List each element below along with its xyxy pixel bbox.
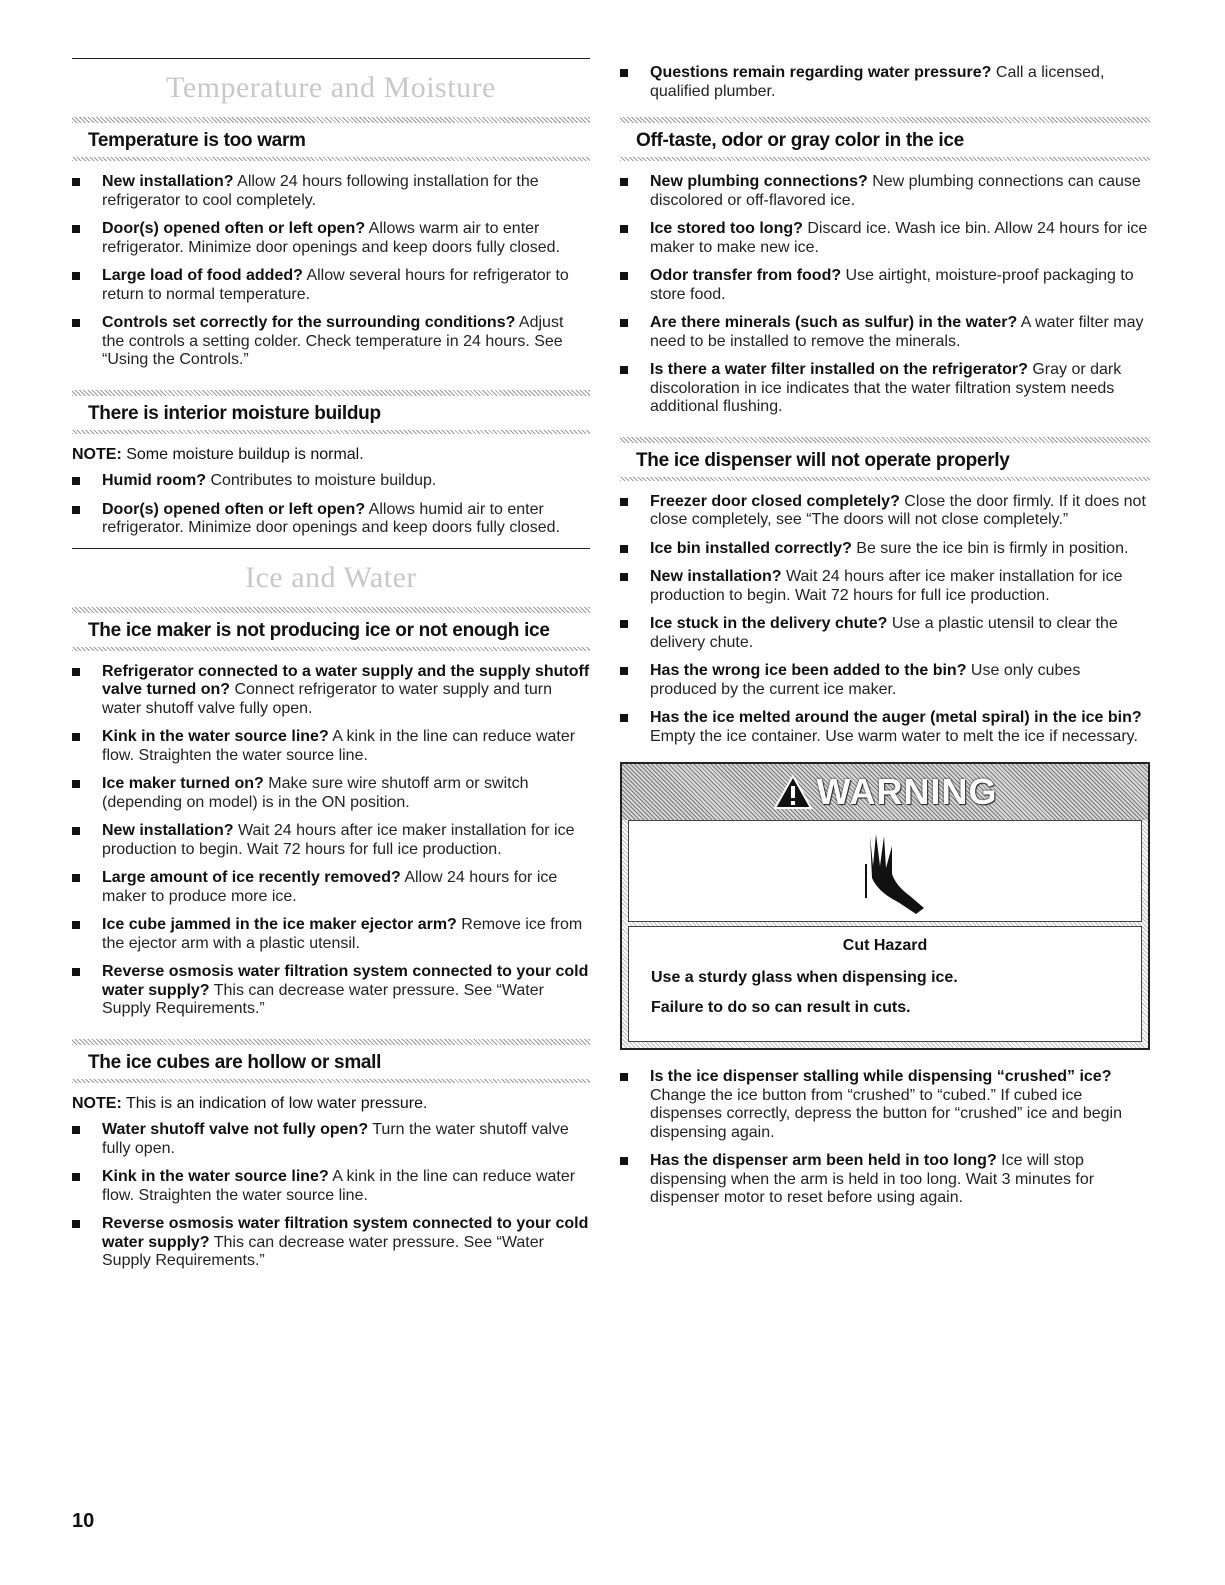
item-answer: Wait 24 hours after ice maker installation for ice production to begin. Wait 72 hours for full ice production. (102, 822, 575, 858)
item-question: Ice cube jammed in the ice maker ejector arm? (102, 916, 457, 933)
list-item (620, 709, 1150, 746)
item-answer: Empty the ice container. Use warm water to melt the ice if necessary. (650, 727, 1138, 745)
subsection-moisture (72, 390, 590, 434)
warning-line: Use a sturdy glass when dispensing ice. (651, 969, 958, 986)
hatch-bar (72, 430, 590, 434)
page-number: 10 (72, 1510, 95, 1532)
hatch-bar (72, 1079, 590, 1083)
list-item (72, 173, 590, 210)
item-question: Kink in the water source line? (102, 728, 329, 745)
list-item (620, 173, 1150, 210)
list-item (72, 501, 590, 538)
item-answer: Adjust the controls a setting colder. Check temperature in 24 hours. See “Using the Controls.” (102, 314, 564, 368)
note-text: Some moisture buildup is normal. (121, 445, 364, 463)
subsection-heading: The ice cubes are hollow or small (88, 1051, 382, 1073)
item-answer: A kink in the line can reduce water flow. Straighten the water source line. (102, 1168, 576, 1204)
subsection-heading: Temperature is too warm (88, 130, 306, 151)
item-question: Ice stuck in the delivery chute? (650, 615, 888, 632)
item-question: Is the ice dispenser stalling while dispensing “crushed” ice? (650, 1068, 1112, 1085)
item-question: Reverse osmosis water filtration system connected to your cold water supply? (102, 963, 589, 999)
item-question: Controls set correctly for the surrounding conditions? (102, 314, 516, 331)
list-item (72, 314, 590, 370)
item-answer: Connect refrigerator to water supply and turn water shutoff valve fully open. (102, 681, 552, 717)
list-item (620, 267, 1150, 304)
warning-icon-area (628, 820, 1142, 922)
list-item (72, 775, 590, 812)
item-answer: Allow 24 hours following installation for the refrigerator to cool completely. (102, 173, 539, 209)
item-list (72, 173, 590, 370)
item-question: Has the dispenser arm been held in too long? (650, 1152, 997, 1169)
warning-title: WARNING (816, 771, 998, 812)
item-answer: Remove ice from the ejector arm with a plastic utensil. (102, 916, 583, 952)
item-list (72, 1121, 590, 1271)
note (72, 446, 590, 465)
item-answer: New plumbing connections can cause discolored or off-flavored ice. (650, 173, 1141, 209)
item-question: Refrigerator connected to a water supply and the supply shutoff valve turned on? (102, 662, 590, 698)
item-list (72, 472, 590, 538)
item-list (620, 493, 1150, 747)
hatch-bar (620, 477, 1150, 481)
item-answer: Discard ice. Wash ice bin. Allow 24 hours for ice maker to make new ice. (650, 220, 1148, 256)
item-question: Door(s) opened often or left open? (102, 220, 366, 237)
list-item (620, 1068, 1150, 1142)
item-answer: Allow several hours for refrigerator to return to normal temperature. (102, 267, 569, 303)
item-answer: This can decrease water pressure. See “Water Supply Requirements.” (102, 1233, 544, 1269)
list-item (72, 267, 590, 304)
item-answer: This can decrease water pressure. See “Water Supply Requirements.” (102, 981, 544, 1017)
list-item (620, 615, 1150, 652)
item-answer: Make sure wire shutoff arm or switch (depending on model) is in the ON position. (102, 775, 529, 811)
cut-hazard-hand-icon (840, 826, 930, 916)
subsection-heading: The ice maker is not producing ice or not enough ice (88, 619, 550, 641)
warning-box (620, 762, 1150, 1050)
item-answer: Call a licensed, qualified plumber. (650, 64, 1105, 100)
item-list (620, 173, 1150, 417)
list-item (72, 1168, 590, 1205)
list-item (620, 64, 1150, 101)
list-item (72, 869, 590, 906)
item-answer: Wait 24 hours after ice maker installation for ice production to begin. Wait 72 hours for full ice production. (650, 568, 1123, 604)
note-label: NOTE: (72, 445, 122, 463)
alert-triangle-icon (773, 774, 813, 810)
item-question: Has the ice melted around the auger (metal spiral) in the ice bin? (650, 709, 1142, 726)
subsection-dispenser (620, 437, 1150, 481)
list-item (72, 1215, 590, 1271)
list-item (620, 568, 1150, 605)
item-list (620, 64, 1150, 101)
item-question: Large load of food added? (102, 267, 303, 284)
right-column (620, 64, 1150, 1218)
item-question: Door(s) opened often or left open? (102, 500, 366, 518)
item-question: Reverse osmosis water filtration system connected to your cold water supply? (102, 1215, 589, 1251)
item-answer: Turn the water shutoff valve fully open. (102, 1121, 569, 1157)
item-answer: Ice will stop dispensing when the arm is held in too long. Wait 3 minutes for dispenser motor to reset before using again. (650, 1152, 1095, 1206)
item-answer: Use a plastic utensil to clear the delivery chute. (650, 615, 1118, 651)
item-answer: Close the door firmly. If it does not close completely, see “The doors will not close completely.” (650, 492, 1146, 528)
list-item (620, 540, 1150, 559)
subsection-hollow (72, 1039, 590, 1083)
list-item (620, 493, 1150, 530)
subsection-too-warm (72, 117, 590, 161)
item-question: Ice maker turned on? (102, 775, 264, 792)
subsection-heading: The ice dispenser will not operate properly (636, 449, 1010, 471)
list-item (620, 662, 1150, 699)
item-question: Ice stored too long? (650, 220, 803, 237)
item-question: Water shutoff valve not fully open? (102, 1121, 369, 1138)
subsection-off-taste (620, 117, 1150, 161)
item-answer: Use airtight, moisture-proof packaging to store food. (650, 267, 1134, 303)
section-title-ice-water: Ice and Water (245, 560, 417, 594)
list-item (620, 361, 1150, 417)
hatch-bar (72, 157, 590, 161)
item-answer: Gray or dark discoloration in ice indicates that the water filtration system needs additional flushing. (650, 361, 1122, 415)
item-answer: Use only cubes produced by the current ice maker. (650, 662, 1081, 698)
item-question: Questions remain regarding water pressure? (650, 64, 992, 81)
item-question: New installation? (650, 568, 782, 585)
list-item (620, 220, 1150, 257)
subsection-not-producing (72, 607, 590, 651)
warning-heading: Cut Hazard (842, 937, 928, 954)
item-answer: Allows warm air to enter refrigerator. Minimize door openings and keep doors fully closed. (102, 220, 561, 256)
item-list (72, 663, 590, 1019)
left-column (72, 58, 590, 1281)
item-answer: Allow 24 hours for ice maker to produce more ice. (102, 869, 558, 905)
list-item (72, 1121, 590, 1158)
note-label: NOTE: (72, 1094, 122, 1112)
hatch-bar (72, 647, 590, 651)
list-item (72, 916, 590, 953)
subsection-heading: There is interior moisture buildup (88, 402, 381, 424)
list-item (72, 728, 590, 765)
item-answer: Be sure the ice bin is firmly in position. (851, 539, 1129, 557)
item-question: Freezer door closed completely? (650, 492, 900, 510)
section-title-temperature: Temperature and Moisture (166, 71, 496, 104)
item-question: Odor transfer from food? (650, 267, 842, 284)
warning-text (628, 926, 1142, 1042)
note (72, 1095, 590, 1114)
item-question: New installation? (102, 173, 234, 190)
item-question: Has the wrong ice been added to the bin? (650, 662, 967, 679)
list-item (72, 472, 590, 491)
item-question: Humid room? (102, 472, 206, 489)
item-answer: A kink in the line can reduce water flow. Straighten the water source line. (102, 728, 576, 764)
list-item (72, 663, 590, 719)
list-item (72, 963, 590, 1019)
hatch-bar (620, 157, 1150, 161)
item-list (620, 1068, 1150, 1208)
item-answer: A water filter may need to be installed to remove the minerals. (650, 314, 1144, 350)
list-item (620, 314, 1150, 351)
list-item (72, 822, 590, 859)
item-answer: Contributes to moisture buildup. (206, 472, 437, 489)
item-question: New plumbing connections? (650, 173, 868, 190)
item-answer: Allows humid air to enter refrigerator. Minimize door openings and keep doors fully closed. (102, 500, 561, 536)
note-text: This is an indication of low water pressure. (121, 1094, 428, 1112)
item-question: New installation? (102, 822, 234, 839)
item-question: Is there a water filter installed on the refrigerator? (650, 361, 1028, 378)
warning-header (622, 764, 1148, 820)
list-item (620, 1152, 1150, 1208)
item-answer: Change the ice button from “crushed” to “cubed.” If cubed ice dispenses correctly, depress the button for “crushed” ice and begin dispensing again. (650, 1086, 1122, 1141)
subsection-heading: Off-taste, odor or gray color in the ice (636, 130, 964, 151)
warning-line: Failure to do so can result in cuts. (651, 999, 911, 1016)
list-item (72, 220, 590, 257)
item-question: Kink in the water source line? (102, 1168, 329, 1185)
item-question: Ice bin installed correctly? (650, 539, 852, 557)
item-question: Large amount of ice recently removed? (102, 869, 401, 886)
item-question: Are there minerals (such as sulfur) in the water? (650, 314, 1018, 331)
